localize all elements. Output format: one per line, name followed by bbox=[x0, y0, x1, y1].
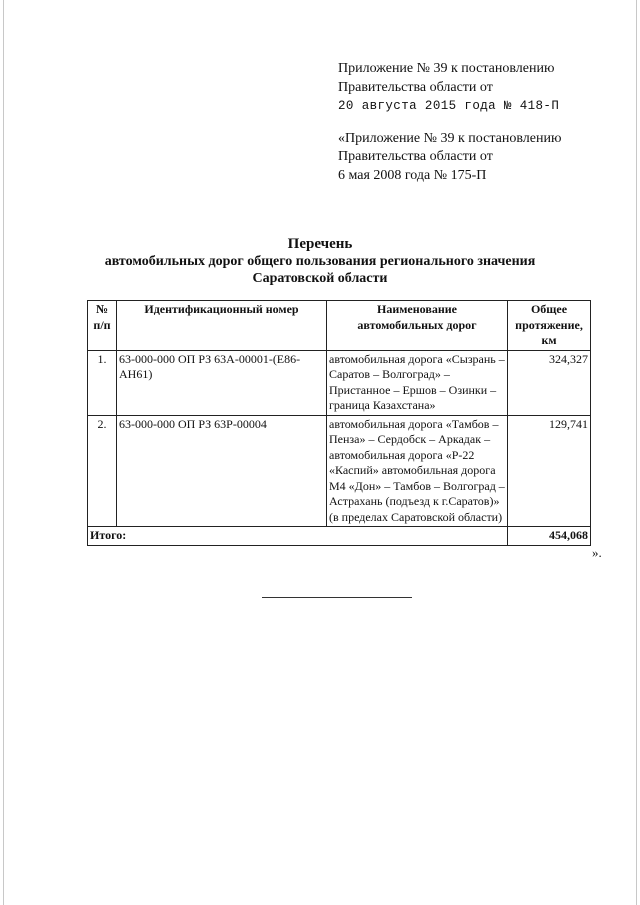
row-1-name: автомобильная дорога «Сызрань – Саратов – Волгоград» – Пристанное – Ершов – Озинки – граница Казахстана» bbox=[327, 350, 508, 415]
title-line-3: Саратовской области bbox=[252, 271, 388, 286]
annex-line-1: Приложение № 39 к постановлению bbox=[338, 61, 555, 76]
header-num-line-1: № bbox=[95, 302, 109, 316]
header-length bbox=[508, 301, 591, 351]
table-row bbox=[88, 350, 591, 415]
quoted-annex-line-2: Правительства области от bbox=[338, 149, 493, 164]
title-line-2: автомобильных дорог общего пользования регионального значения bbox=[104, 254, 536, 269]
row-1-length: 324,327 bbox=[508, 350, 591, 415]
header-name bbox=[327, 301, 508, 351]
table-total-row bbox=[88, 527, 591, 546]
header-id: Идентификационный номер bbox=[117, 301, 327, 351]
scan-edge-left bbox=[3, 0, 4, 905]
table-header-row bbox=[88, 301, 591, 351]
total-label: Итого: bbox=[88, 527, 508, 546]
annex-header bbox=[338, 60, 628, 185]
closing-quote: ». bbox=[592, 545, 602, 560]
row-2-name: автомобильная дорога «Тамбов – Пенза» – Сердобск – Аркадак – автомобильная дорога «Р-22 «Каспий» автомобильная дорога М4 «Дон» – Тамбов – Волгоград – Астрахань (подъезд к г.Саратов)» (в пределах Саратовской области) bbox=[327, 415, 508, 527]
row-2-id: 63-000-000 ОП РЗ 63Р-00004 bbox=[117, 415, 327, 527]
roads-table bbox=[87, 300, 591, 546]
header-name-line-1: Наименование bbox=[377, 302, 457, 316]
row-1-id: 63-000-000 ОП РЗ 63А-00001-(Е86-АН61) bbox=[117, 350, 327, 415]
quoted-annex-line-1: «Приложение № 39 к постановлению bbox=[338, 130, 562, 146]
title-line-1: Перечень bbox=[287, 236, 353, 252]
row-1-num: 1. bbox=[88, 350, 117, 415]
header-length-line-2: протяжение, bbox=[515, 317, 583, 332]
header-num-line-2: п/п bbox=[93, 317, 111, 332]
annex-line-2: Правительства области от bbox=[338, 79, 493, 95]
annex-date-stamp: 20 августа 2015 года № 418-П bbox=[338, 99, 560, 113]
header-name-line-2: автомобильных дорог bbox=[357, 317, 477, 332]
table-row bbox=[88, 415, 591, 527]
quoted-annex-line-3: 6 мая 2008 года № 175-П bbox=[338, 167, 487, 183]
scan-edge-right bbox=[636, 0, 637, 905]
header-num bbox=[88, 301, 117, 351]
row-2-num: 2. bbox=[88, 415, 117, 527]
header-length-line-3: км bbox=[541, 333, 557, 347]
row-2-length: 129,741 bbox=[508, 415, 591, 527]
document-title bbox=[0, 236, 640, 287]
header-length-line-1: Общее bbox=[530, 302, 568, 316]
total-value: 454,068 bbox=[508, 527, 591, 546]
divider-line bbox=[262, 597, 412, 598]
